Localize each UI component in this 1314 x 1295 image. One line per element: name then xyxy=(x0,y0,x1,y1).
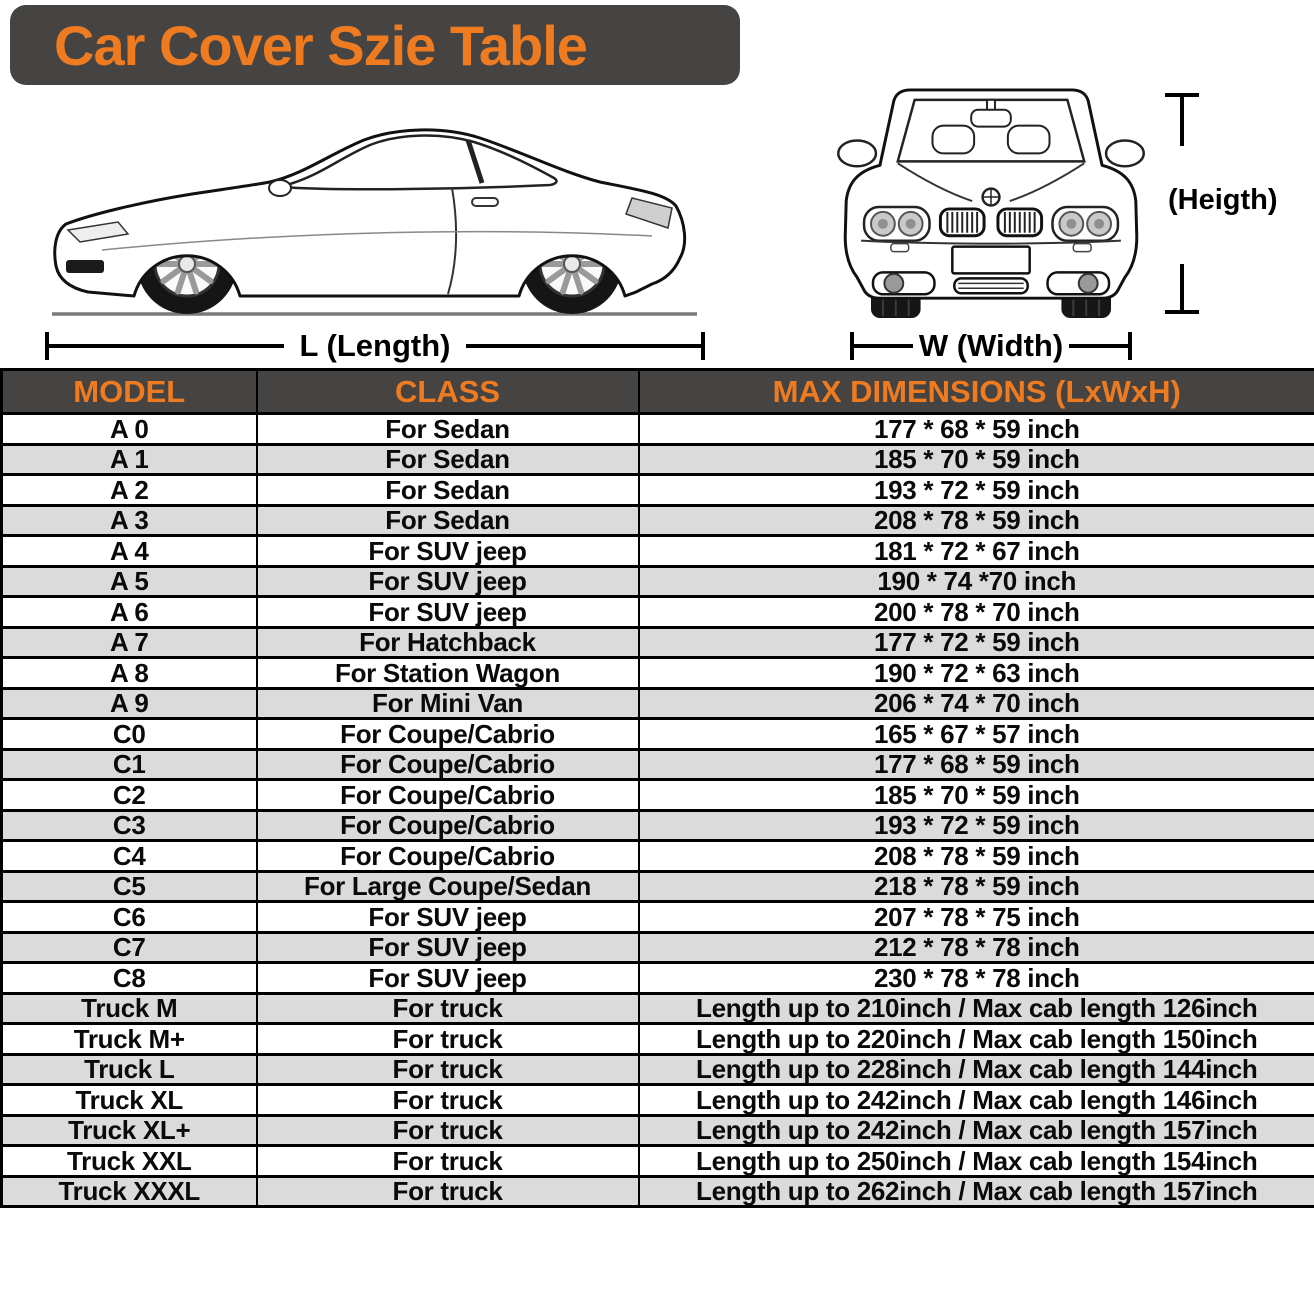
table-row xyxy=(2,871,1314,902)
side-mirror-icon xyxy=(269,180,291,196)
dimensions-cell: 177 * 68 * 59 inch xyxy=(639,414,1314,445)
right-headrest xyxy=(1008,126,1050,154)
lower-intake xyxy=(954,278,1027,293)
class-cell: For SUV jeep xyxy=(257,566,639,597)
dimension-line xyxy=(49,344,284,348)
class-cell: For SUV jeep xyxy=(257,902,639,933)
dimensions-cell: 185 * 70 * 59 inch xyxy=(639,780,1314,811)
height-dimension-label: (Heigth) xyxy=(1168,184,1278,216)
dimension-tick xyxy=(1128,332,1132,360)
dimensions-cell: 177 * 72 * 59 inch xyxy=(639,627,1314,658)
table-header-row xyxy=(2,370,1314,414)
dimensions-cell: 212 * 78 * 78 inch xyxy=(639,932,1314,963)
class-cell: For Coupe/Cabrio xyxy=(257,841,639,872)
table-row xyxy=(2,963,1314,994)
model-cell: A 1 xyxy=(2,444,257,475)
model-cell: A 8 xyxy=(2,658,257,689)
model-cell: C2 xyxy=(2,780,257,811)
table-row xyxy=(2,719,1314,750)
dimensions-cell: 193 * 72 * 59 inch xyxy=(639,810,1314,841)
model-cell: C3 xyxy=(2,810,257,841)
table-row xyxy=(2,688,1314,719)
dimensions-cell: Length up to 228inch / Max cab length 144inch xyxy=(639,1054,1314,1085)
dimensions-cell: 190 * 72 * 63 inch xyxy=(639,658,1314,689)
column-header-model: MODEL xyxy=(2,370,257,414)
page-title: Car Cover Szie Table xyxy=(54,13,587,77)
dimensions-cell: 165 * 67 * 57 inch xyxy=(639,719,1314,750)
table-row xyxy=(2,414,1314,445)
dimension-line xyxy=(1069,344,1128,348)
dimensions-cell: Length up to 262inch / Max cab length 157inch xyxy=(639,1176,1314,1207)
model-cell: A 7 xyxy=(2,627,257,658)
column-header-dimensions: MAX DIMENSIONS (LxWxH) xyxy=(639,370,1314,414)
dimensions-cell: Length up to 242inch / Max cab length 157inch xyxy=(639,1115,1314,1146)
model-cell: A 9 xyxy=(2,688,257,719)
dimensions-cell: 181 * 72 * 67 inch xyxy=(639,536,1314,567)
class-cell: For Sedan xyxy=(257,444,639,475)
left-side-mirror-icon xyxy=(838,141,876,167)
dimension-line xyxy=(854,344,913,348)
model-cell: A 4 xyxy=(2,536,257,567)
dimensions-cell: 207 * 78 * 75 inch xyxy=(639,902,1314,933)
table-row xyxy=(2,810,1314,841)
table-row xyxy=(2,1085,1314,1116)
dimensions-cell: 218 * 78 * 59 inch xyxy=(639,871,1314,902)
table-row xyxy=(2,749,1314,780)
dimensions-cell: Length up to 210inch / Max cab length 126inch xyxy=(639,993,1314,1024)
width-dimension xyxy=(850,330,1132,362)
model-cell: Truck XXXL xyxy=(2,1176,257,1207)
dimensions-cell: 230 * 78 * 78 inch xyxy=(639,963,1314,994)
table-row xyxy=(2,841,1314,872)
right-fog-light-icon xyxy=(1048,272,1109,294)
model-cell: Truck M+ xyxy=(2,1024,257,1055)
column-header-class: CLASS xyxy=(257,370,639,414)
class-cell: For SUV jeep xyxy=(257,536,639,567)
dimensions-cell: 185 * 70 * 59 inch xyxy=(639,444,1314,475)
length-dimension xyxy=(45,330,705,362)
class-cell: For Coupe/Cabrio xyxy=(257,810,639,841)
size-table xyxy=(0,368,1314,1208)
right-side-mirror-icon xyxy=(1106,141,1144,167)
model-cell: A 0 xyxy=(2,414,257,445)
table-row xyxy=(2,1024,1314,1055)
dimensions-cell: Length up to 242inch / Max cab length 146inch xyxy=(639,1085,1314,1116)
table-row xyxy=(2,993,1314,1024)
class-cell: For truck xyxy=(257,1024,639,1055)
left-fog-light-icon xyxy=(873,272,934,294)
table-row xyxy=(2,627,1314,658)
model-cell: C0 xyxy=(2,719,257,750)
dimension-tick xyxy=(701,332,705,360)
size-diagram xyxy=(0,0,1314,368)
table-row xyxy=(2,475,1314,506)
table-row xyxy=(2,932,1314,963)
front-intake xyxy=(66,260,104,273)
dimensions-cell: 190 * 74 *70 inch xyxy=(639,566,1314,597)
dimensions-cell: 208 * 78 * 59 inch xyxy=(639,505,1314,536)
door-handle xyxy=(472,198,498,206)
table-row xyxy=(2,444,1314,475)
left-headlight-icon xyxy=(864,207,929,241)
class-cell: For Hatchback xyxy=(257,627,639,658)
dimensions-cell: 208 * 78 * 59 inch xyxy=(639,841,1314,872)
rearview-mirror-icon xyxy=(971,110,1011,127)
model-cell: C5 xyxy=(2,871,257,902)
car-front-view-icon xyxy=(836,82,1146,322)
model-cell: Truck L xyxy=(2,1054,257,1085)
class-cell: For truck xyxy=(257,1085,639,1116)
class-cell: For Coupe/Cabrio xyxy=(257,780,639,811)
table-row xyxy=(2,536,1314,567)
table-row xyxy=(2,780,1314,811)
class-cell: For Sedan xyxy=(257,475,639,506)
model-cell: C8 xyxy=(2,963,257,994)
dimensions-cell: 200 * 78 * 70 inch xyxy=(639,597,1314,628)
dimensions-cell: Length up to 250inch / Max cab length 154inch xyxy=(639,1146,1314,1177)
washer-nub-left xyxy=(891,244,909,252)
table-row xyxy=(2,1115,1314,1146)
table-row xyxy=(2,566,1314,597)
table-row xyxy=(2,1176,1314,1207)
dimensions-cell: Length up to 220inch / Max cab length 150inch xyxy=(639,1024,1314,1055)
model-cell: A 5 xyxy=(2,566,257,597)
class-cell: For Mini Van xyxy=(257,688,639,719)
width-dimension-label: W (Width) xyxy=(918,328,1064,363)
model-cell: A 3 xyxy=(2,505,257,536)
model-cell: C4 xyxy=(2,841,257,872)
model-cell: A 2 xyxy=(2,475,257,506)
dimensions-cell: 177 * 68 * 59 inch xyxy=(639,749,1314,780)
class-cell: For SUV jeep xyxy=(257,963,639,994)
class-cell: For truck xyxy=(257,1115,639,1146)
dimensions-cell: 193 * 72 * 59 inch xyxy=(639,475,1314,506)
right-headlight-icon xyxy=(1052,207,1117,241)
class-cell: For truck xyxy=(257,993,639,1024)
model-cell: C6 xyxy=(2,902,257,933)
dimensions-cell: 206 * 74 * 70 inch xyxy=(639,688,1314,719)
model-cell: C7 xyxy=(2,932,257,963)
table-row xyxy=(2,902,1314,933)
class-cell: For Station Wagon xyxy=(257,658,639,689)
table-row xyxy=(2,1146,1314,1177)
model-cell: Truck XL xyxy=(2,1085,257,1116)
class-cell: For Sedan xyxy=(257,414,639,445)
model-cell: Truck M xyxy=(2,993,257,1024)
model-cell: Truck XXL xyxy=(2,1146,257,1177)
class-cell: For SUV jeep xyxy=(257,597,639,628)
class-cell: For Large Coupe/Sedan xyxy=(257,871,639,902)
model-cell: Truck XL+ xyxy=(2,1115,257,1146)
class-cell: For truck xyxy=(257,1054,639,1085)
table-row xyxy=(2,1054,1314,1085)
dimension-line xyxy=(466,344,701,348)
class-cell: For truck xyxy=(257,1176,639,1207)
car-side-view-icon xyxy=(22,82,712,322)
class-cell: For Coupe/Cabrio xyxy=(257,719,639,750)
washer-nub-right xyxy=(1073,244,1091,252)
class-cell: For truck xyxy=(257,1146,639,1177)
table-row xyxy=(2,505,1314,536)
table-row xyxy=(2,658,1314,689)
license-plate xyxy=(952,247,1029,274)
class-cell: For SUV jeep xyxy=(257,932,639,963)
length-dimension-label: L (Length) xyxy=(299,328,451,363)
size-table-body xyxy=(2,414,1314,1207)
left-headrest xyxy=(932,126,974,154)
model-cell: C1 xyxy=(2,749,257,780)
table-row xyxy=(2,597,1314,628)
class-cell: For Sedan xyxy=(257,505,639,536)
class-cell: For Coupe/Cabrio xyxy=(257,749,639,780)
model-cell: A 6 xyxy=(2,597,257,628)
